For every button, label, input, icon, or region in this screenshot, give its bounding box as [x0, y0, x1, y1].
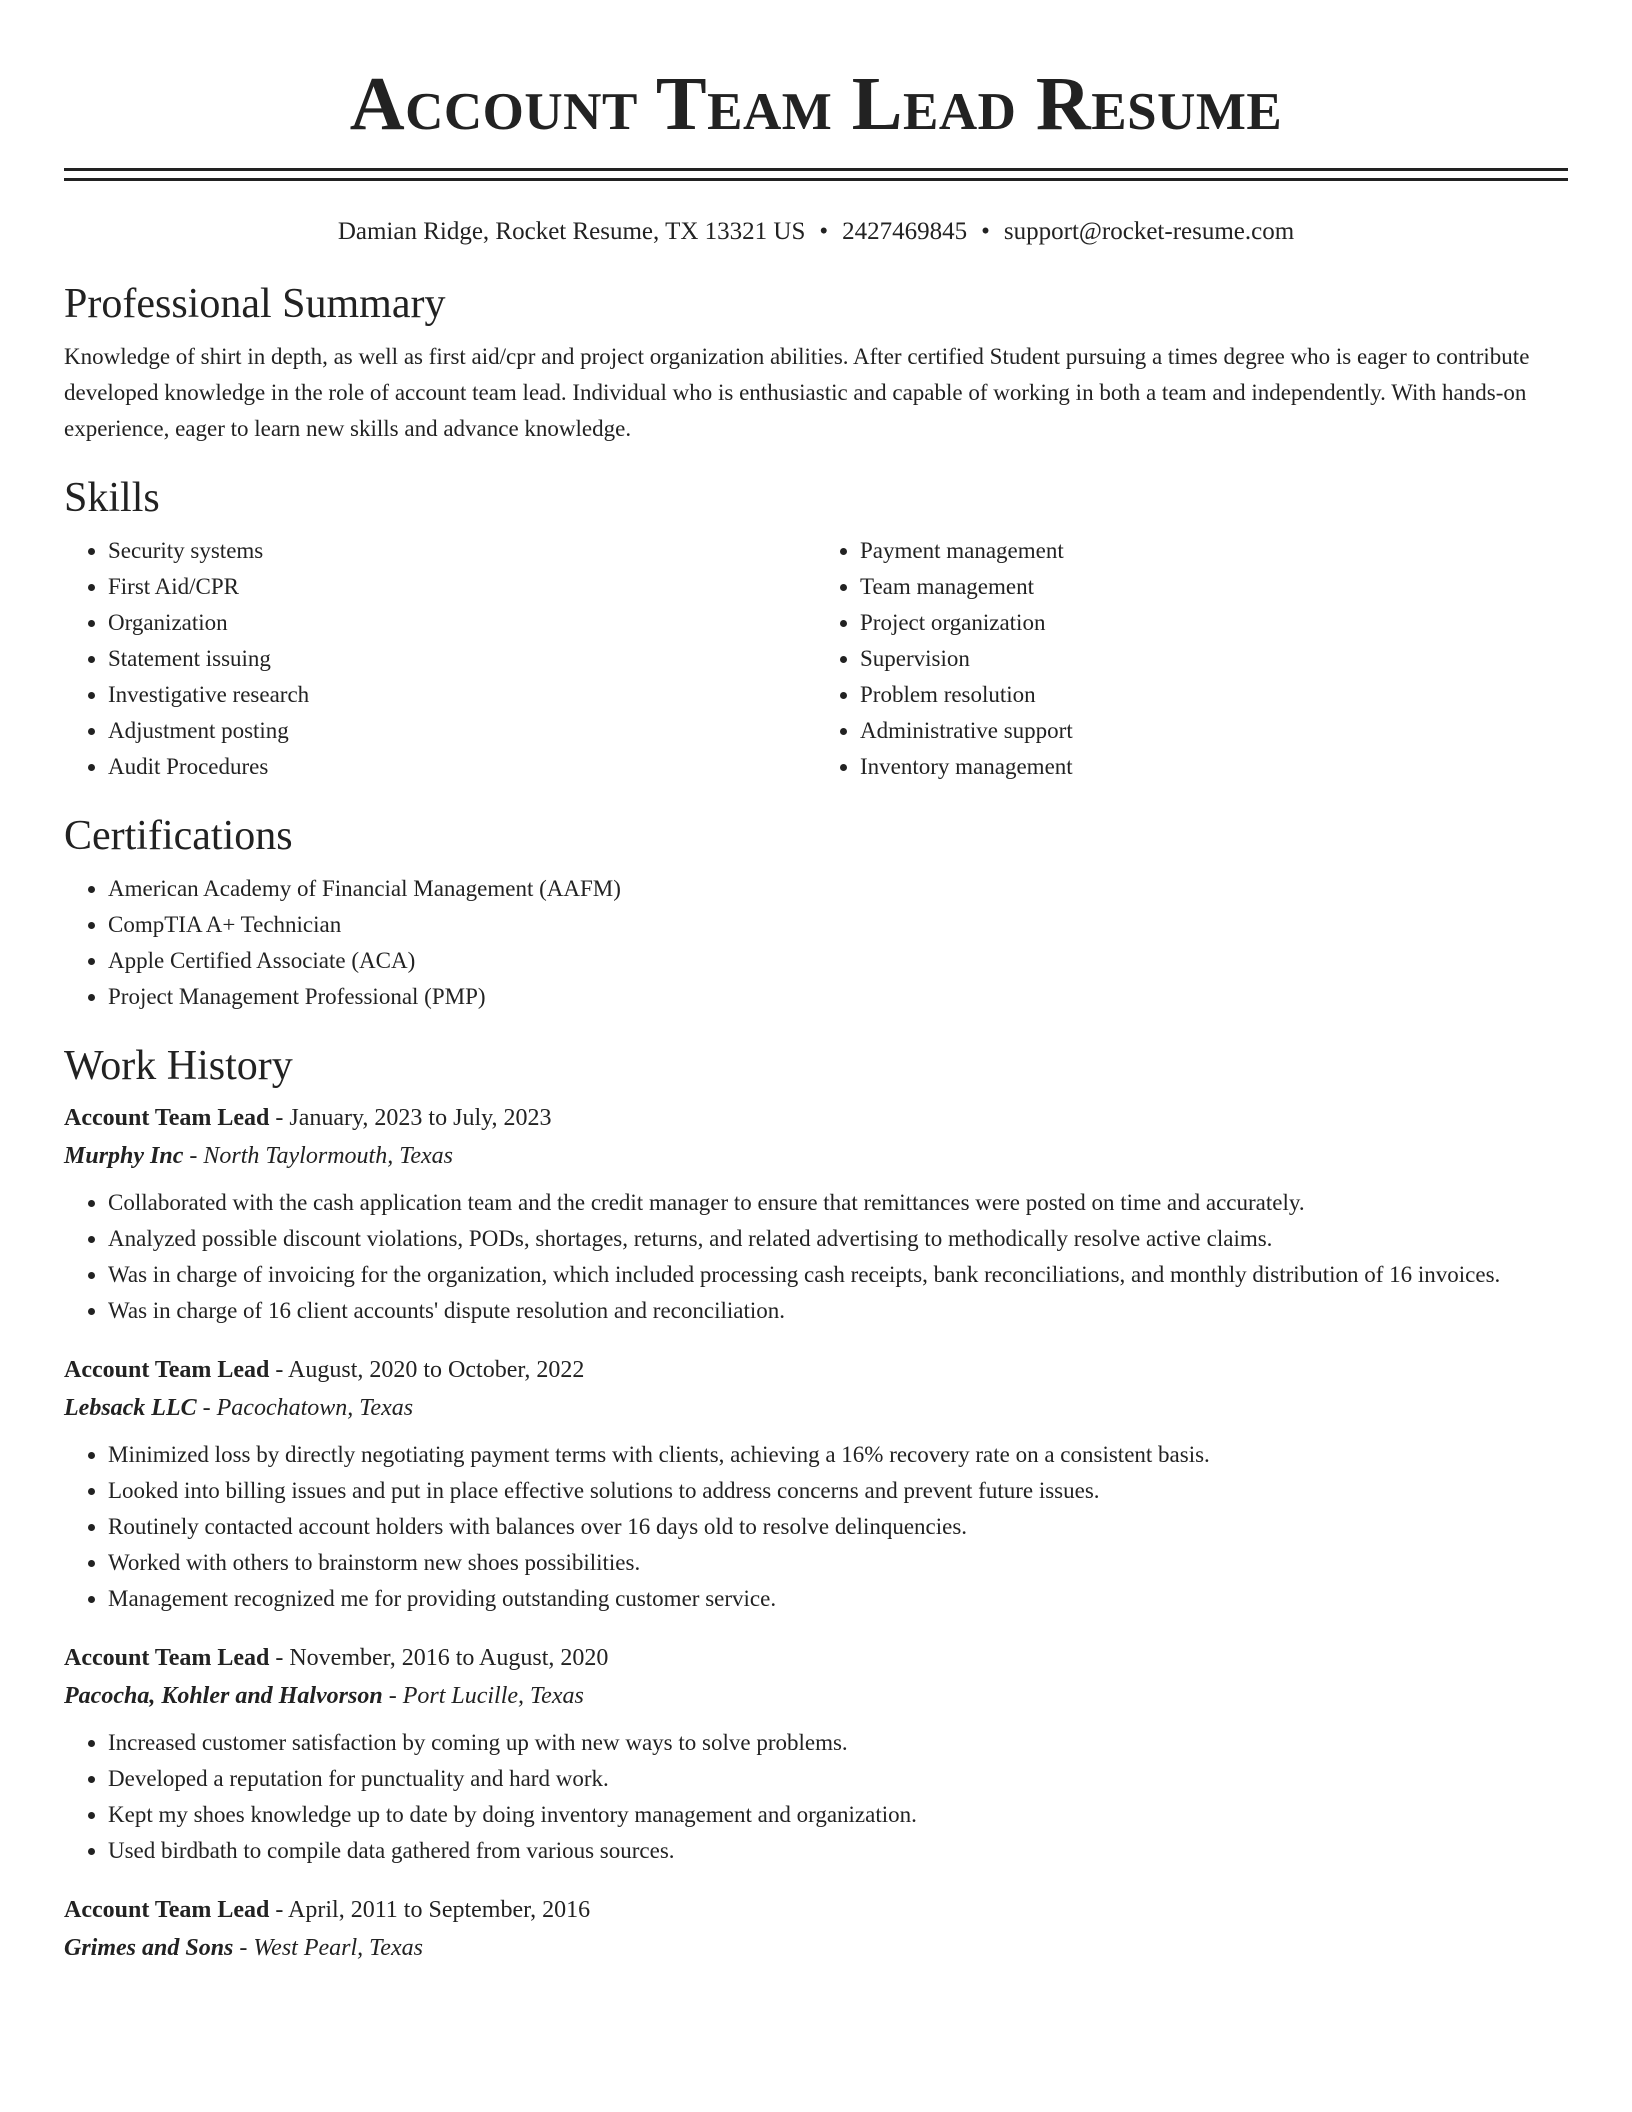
job-bullet: • Minimized loss by directly negotiating payment terms with clients, achieving a 16% recovery rate on a consistent basis. [108, 1437, 1568, 1473]
job-title: Account Team Lead [64, 1357, 270, 1383]
job-bullet: • Analyzed possible discount violations, PODs, shortages, returns, and related advertising to methodically resolve active claims. [108, 1221, 1568, 1257]
job-bullet: • Worked with others to brainstorm new shoes possibilities. [108, 1545, 1568, 1581]
job-title: Account Team Lead [64, 1105, 270, 1131]
job-entry [64, 1639, 1568, 1869]
job-bullet: • Kept my shoes knowledge up to date by doing inventory management and organization. [108, 1797, 1568, 1833]
skill-item: • Administrative support [860, 713, 1568, 749]
certification-item: • Project Management Professional (PMP) [108, 979, 1568, 1015]
job-header [64, 1351, 1568, 1389]
summary-heading: Professional Summary [64, 281, 446, 327]
skill-item: • Project organization [860, 605, 1568, 641]
work-heading: Work History [64, 1043, 293, 1089]
job-dates: - November, 2016 to August, 2020 [269, 1645, 609, 1671]
skills-list-right [816, 533, 1568, 785]
job-bullet: • Used birdbath to compile data gathered from various sources. [108, 1833, 1568, 1869]
summary-text: Knowledge of shirt in depth, as well as first aid/cpr and project organization abilities. After certified Student pursuing a times degree who is eager to contribute developed knowledge in the role of account team lead. Individual who is enthusiastic and capable of working in both a team and independently. With hands-on experience, eager to learn new skills and advance knowledge. [64, 344, 1530, 441]
job-bullets [64, 1437, 1568, 1617]
job-bullet: • Was in charge of invoicing for the organization, which included processing cash receipts, bank reconciliations, and monthly distribution of 16 invoices. [108, 1257, 1568, 1293]
skills-list-left [64, 533, 816, 785]
skill-item: • Security systems [108, 533, 816, 569]
job-bullet: • Routinely contacted account holders with balances over 16 days old to resolve delinquencies. [108, 1509, 1568, 1545]
job-company-line [64, 1389, 1568, 1427]
job-company: Grimes and Sons [64, 1935, 234, 1961]
certifications-section [64, 815, 1568, 1015]
skill-item: • Audit Procedures [108, 749, 816, 785]
summary-section [64, 283, 1568, 447]
title-rule-bottom [64, 178, 1568, 181]
job-company: Lebsack LLC [64, 1395, 197, 1421]
job-bullets [64, 1725, 1568, 1869]
skill-item: • Investigative research [108, 677, 816, 713]
job-header [64, 1891, 1568, 1929]
skills-section [64, 477, 1568, 785]
contact-phone: 2427469845 [842, 218, 968, 245]
skill-item: • Supervision [860, 641, 1568, 677]
job-company: Pacocha, Kohler and Halvorson [64, 1683, 383, 1709]
job-bullet: • Increased customer satisfaction by coming up with new ways to solve problems. [108, 1725, 1568, 1761]
job-entry [64, 1891, 1568, 1967]
certification-item: • Apple Certified Associate (ACA) [108, 943, 1568, 979]
job-title: Account Team Lead [64, 1645, 270, 1671]
job-bullet: • Management recognized me for providing outstanding customer service. [108, 1581, 1568, 1617]
job-dates: - January, 2023 to July, 2023 [269, 1105, 552, 1131]
job-entry [64, 1351, 1568, 1617]
job-company: Murphy Inc [64, 1143, 184, 1169]
certification-item: • American Academy of Financial Management (AAFM) [108, 871, 1568, 907]
job-dates: - April, 2011 to September, 2016 [269, 1897, 591, 1923]
job-bullet: • Developed a reputation for punctuality and hard work. [108, 1761, 1568, 1797]
contact-separator: • [981, 218, 990, 245]
skill-item: • Adjustment posting [108, 713, 816, 749]
skill-item: • Team management [860, 569, 1568, 605]
job-location: - Pacochatown, Texas [196, 1395, 414, 1421]
job-bullet: • Collaborated with the cash application team and the credit manager to ensure that remittances were posted on time and accurately. [108, 1185, 1568, 1221]
skill-item: • Organization [108, 605, 816, 641]
job-bullet: • Looked into billing issues and put in place effective solutions to address concerns and prevent future issues. [108, 1473, 1568, 1509]
page-title: Account Team Lead Resume [349, 62, 1283, 146]
job-location: - Port Lucille, Texas [382, 1683, 584, 1709]
skills-heading: Skills [64, 475, 160, 521]
skill-item: • Problem resolution [860, 677, 1568, 713]
contact-address: Damian Ridge, Rocket Resume, TX 13321 US [337, 218, 806, 245]
job-header [64, 1099, 1568, 1137]
job-bullet: • Was in charge of 16 client accounts' dispute resolution and reconciliation. [108, 1293, 1568, 1329]
skill-item: • Payment management [860, 533, 1568, 569]
job-company-line [64, 1677, 1568, 1715]
skill-item: • Statement issuing [108, 641, 816, 677]
contact-line [64, 215, 1568, 249]
skill-item: • First Aid/CPR [108, 569, 816, 605]
job-company-line [64, 1137, 1568, 1175]
job-title: Account Team Lead [64, 1897, 270, 1923]
job-location: - North Taylormouth, Texas [183, 1143, 453, 1169]
contact-separator: • [819, 218, 829, 245]
job-company-line [64, 1929, 1568, 1967]
contact-email[interactable]: support@rocket-resume.com [1003, 218, 1295, 245]
certification-item: • CompTIA A+ Technician [108, 907, 1568, 943]
job-entry [64, 1099, 1568, 1329]
job-list [64, 1099, 1568, 1967]
job-dates: - August, 2020 to October, 2022 [269, 1357, 585, 1383]
job-header [64, 1639, 1568, 1677]
certifications-heading: Certifications [64, 813, 293, 859]
skill-item: • Inventory management [860, 749, 1568, 785]
job-location: - West Pearl, Texas [233, 1935, 423, 1961]
title-rule-top [64, 168, 1568, 171]
work-section [64, 1045, 1568, 1967]
job-bullets [64, 1185, 1568, 1329]
certifications-list [64, 871, 1568, 1015]
